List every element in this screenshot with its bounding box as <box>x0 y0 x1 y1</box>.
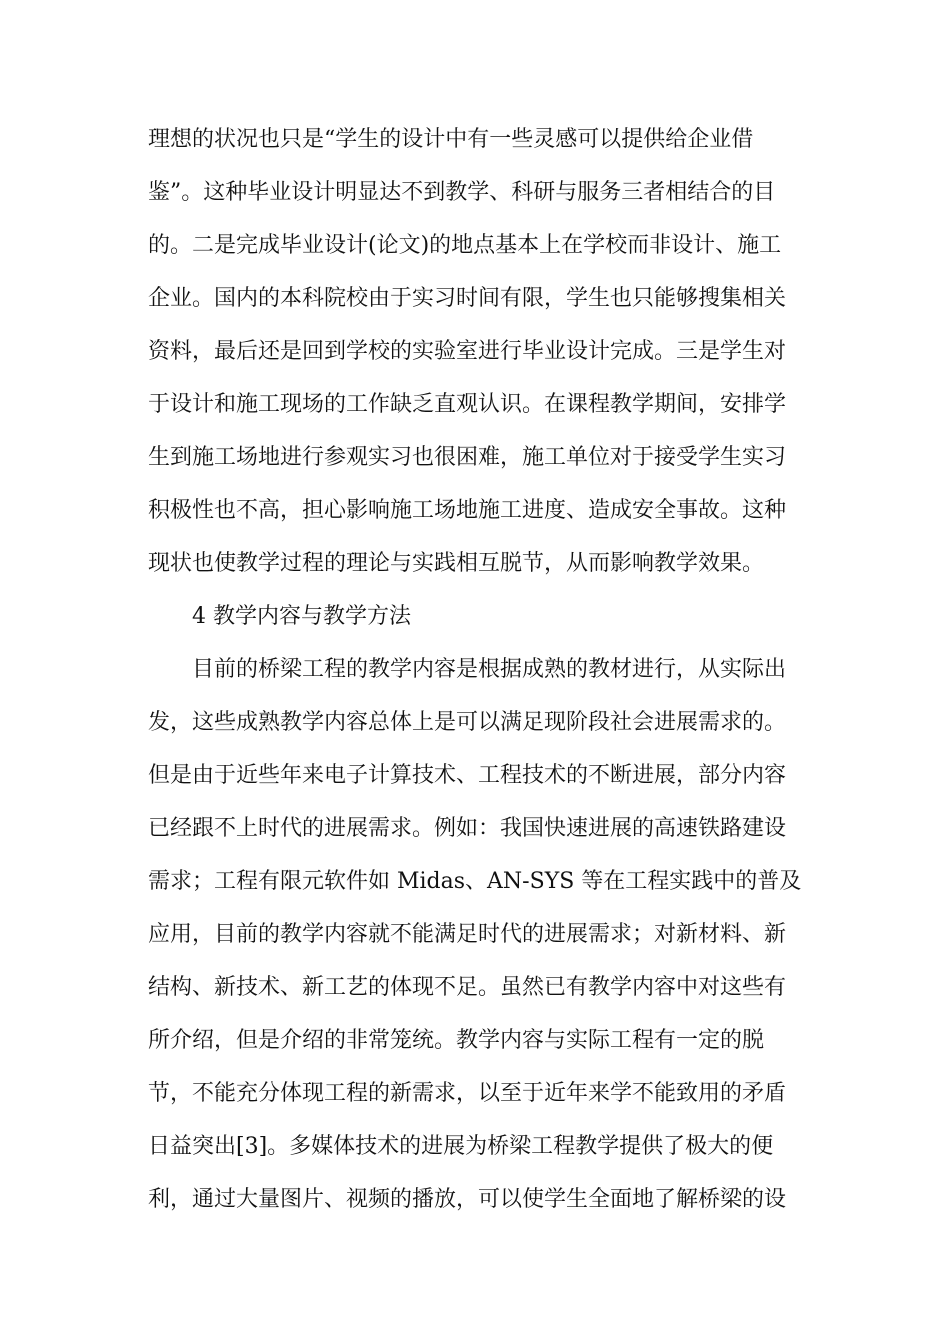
text-line: 目前的桥梁工程的教学内容是根据成熟的教材进行，从实际出 <box>192 657 787 682</box>
text-line: 节，不能充分体现工程的新需求，以至于近年来学不能致用的矛盾 <box>148 1081 787 1106</box>
text-line: 应用，目前的教学内容就不能满足时代的进展需求；对新材料、新 <box>148 922 787 947</box>
text-line: 利，通过大量图片、视频的播放，可以使学生全面地了解桥梁的设 <box>148 1187 787 1212</box>
text-line: 日益突出[3]。多媒体技术的进展为桥梁工程教学提供了极大的便 <box>148 1134 774 1159</box>
text-line: 于设计和施工现场的工作缺乏直观认识。在课程教学期间，安排学 <box>148 392 787 417</box>
text-line: 资料，最后还是回到学校的实验室进行毕业设计完成。三是学生对 <box>148 339 787 364</box>
text-line: 结构、新技术、新工艺的体现不足。虽然已有教学内容中对这些有 <box>148 975 787 1000</box>
text-line: 发，这些成熟教学内容总体上是可以满足现阶段社会进展需求的。 <box>148 710 787 735</box>
text-line: 但是由于近些年来电子计算技术、工程技术的不断进展，部分内容 <box>148 763 787 788</box>
text-line: 生到施工场地进行参观实习也很困难，施工单位对于接受学生实习 <box>148 445 787 470</box>
text-line: 的。二是完成毕业设计(论文)的地点基本上在学校而非设计、施工 <box>148 233 782 258</box>
text-line: 所介绍，但是介绍的非常笼统。教学内容与实际工程有一定的脱 <box>148 1028 765 1053</box>
text-line: 已经跟不上时代的进展需求。例如：我国快速进展的高速铁路建设 <box>148 816 787 841</box>
text-line: 积极性也不高，担心影响施工场地施工进度、造成安全事故。这种 <box>148 498 787 523</box>
section-heading: 4 教学内容与教学方法 <box>192 604 411 629</box>
text-line: 理想的状况也只是“学生的设计中有一些灵感可以提供给企业借 <box>148 127 754 152</box>
text-line: 需求；工程有限元软件如 Midas、AN-SYS 等在工程实践中的普及 <box>148 869 802 894</box>
text-line: 鉴”。这种毕业设计明显达不到教学、科研与服务三者相结合的目 <box>148 180 776 205</box>
text-line: 企业。国内的本科院校由于实习时间有限，学生也只能够搜集相关 <box>148 286 787 311</box>
text-line: 现状也使教学过程的理论与实践相互脱节，从而影响教学效果。 <box>148 551 765 576</box>
